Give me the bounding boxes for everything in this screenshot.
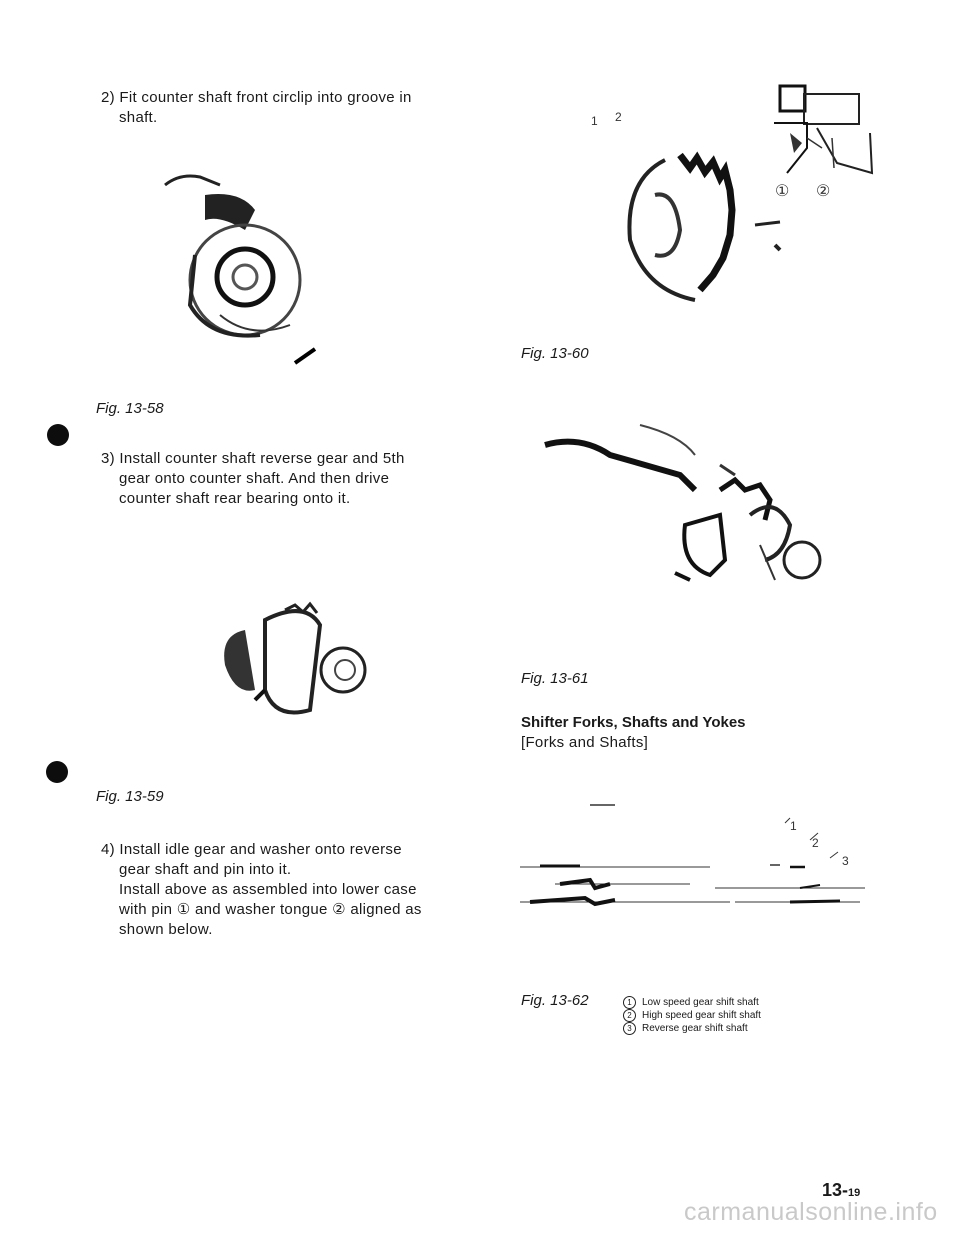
step-4-line-1: Install idle gear and washer onto reverse — [119, 841, 402, 858]
step-4-line-4: with pin ① and washer tongue ② aligned as — [119, 901, 422, 918]
fig-13-62-caption: Fig. 13-62 — [521, 992, 589, 1009]
fig-13-61-caption: Fig. 13-61 — [521, 670, 589, 687]
step-4-line-5: shown below. — [119, 921, 213, 938]
fig-13-62-label-3: 3 — [842, 854, 849, 868]
fig-13-62-diagram — [500, 800, 870, 910]
legend-mark-3: 3 — [623, 1022, 636, 1035]
legend-mark-1: 1 — [623, 996, 636, 1009]
legend-item-2 — [623, 1009, 823, 1022]
step-2-number: 2) — [101, 89, 115, 106]
legend-mark-2: 2 — [623, 1009, 636, 1022]
step-3 — [101, 449, 471, 509]
fig-13-62-label-1: 1 — [790, 819, 797, 833]
fig-13-60-label-2: 2 — [615, 110, 622, 124]
binder-hole-bottom — [46, 761, 68, 783]
step-3-line-3: counter shaft rear bearing onto it. — [119, 490, 351, 507]
fig-13-59-caption: Fig. 13-59 — [96, 788, 164, 805]
fig-13-60-label-circled-2: ② — [816, 183, 831, 200]
step-2-line-2: shaft. — [119, 109, 158, 126]
legend-text-1: Low speed gear shift shaft — [642, 997, 759, 1009]
step-3-line-2: gear onto counter shaft. And then drive — [119, 470, 390, 487]
fig-13-60-label-1: 1 — [591, 114, 598, 128]
page-number-main: 13- — [822, 1180, 849, 1200]
section-title: Shifter Forks, Shafts and Yokes — [521, 714, 746, 731]
watermark: carmanualsonline.info — [684, 1198, 938, 1226]
legend-text-3: Reverse gear shift shaft — [642, 1023, 748, 1035]
step-2-line-1: Fit counter shaft front circlip into groove in — [119, 89, 412, 106]
fig-13-60-label-circled-1: ① — [775, 183, 790, 200]
fig-13-62-label-2: 2 — [812, 836, 819, 850]
page-number-sub: 19 — [848, 1187, 861, 1199]
fig-13-62-legend — [623, 996, 823, 1035]
step-3-number: 3) — [101, 450, 115, 467]
section-subtitle: [Forks and Shafts] — [521, 734, 649, 751]
step-3-line-1: Install counter shaft reverse gear and 5th — [119, 450, 405, 467]
step-4-number: 4) — [101, 841, 115, 858]
step-4 — [101, 840, 471, 940]
fig-13-59-photo — [195, 580, 375, 730]
step-2 — [101, 88, 471, 128]
step-4-line-3: Install above as assembled into lower case — [119, 881, 417, 898]
legend-text-2: High speed gear shift shaft — [642, 1010, 761, 1022]
fig-13-58-caption: Fig. 13-58 — [96, 400, 164, 417]
legend-item-3 — [623, 1022, 823, 1035]
fig-13-58-photo — [160, 165, 330, 385]
binder-hole-top — [47, 424, 69, 446]
fig-13-60-caption: Fig. 13-60 — [521, 345, 589, 362]
legend-item-1 — [623, 996, 823, 1009]
step-4-line-2: gear shaft and pin into it. — [119, 861, 292, 878]
fig-13-61-photo — [520, 395, 840, 605]
fig-13-60-inset-diagram — [762, 78, 877, 188]
